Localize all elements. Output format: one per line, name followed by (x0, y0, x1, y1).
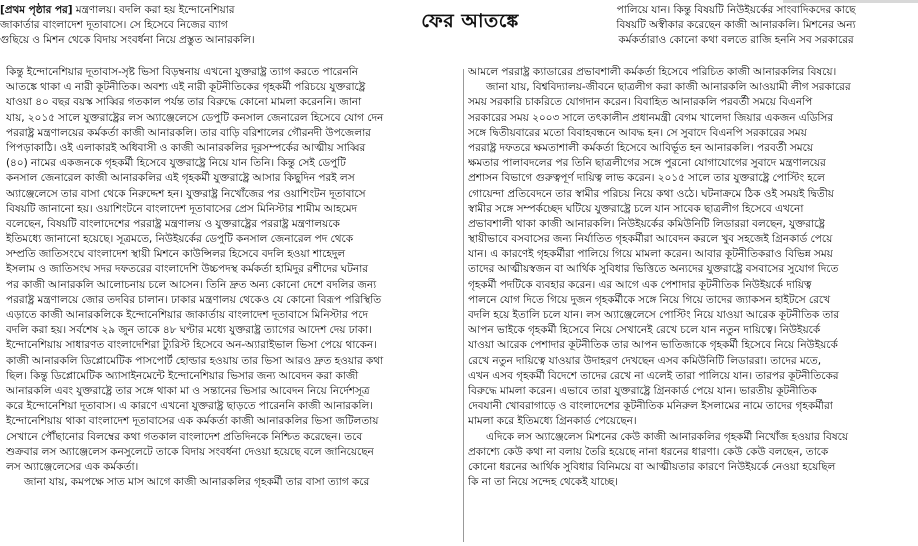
article-line: ইসলাম ও জাতিসংঘ সদর দফতরের বাংলাদেশি উচ্চপদস্থ কর্মকর্তা হামিদুর রশীদের ঘটনার (6, 263, 368, 276)
article-line: পালনে যোগ দিতে গিয়ে দুজন গৃহকর্মীকে সঙ্গে নিয়ে গিয়ে তাদের জ্যাকসন হাইটসে রেখে (468, 293, 831, 306)
article-line: যাওয়া আরেক পেশাদার কূটনীতিক তার আপন ভাতিজাকে গৃহকর্মী হিসেবে নিয়ে নিউইয়র্কে (468, 339, 838, 352)
article-line: শুক্রবার লস অ্যাঞ্জেলেস কনসুলেটে তাকে বিদায় সংবর্ধনা দেওয়া হয়েছে বলে জানিয়েছেন (6, 445, 374, 458)
article-line: বিষয়টি জানানো হয়। ওয়াশিংটনে বাংলাদেশ দূতাবাসের প্রেস মিনিস্টার শামীম আহমেদ (6, 202, 358, 215)
article-line: ছিল। কিন্তু ডিপ্লোমেটিক অ্যাসাইনমেন্টে ইন্দোনেশিয়ার ভিসার জন্য আবেদন করা কাজী (6, 369, 359, 382)
article-line: জানা যায়, বিশ্ববিদ্যালয়-জীবনে ছাত্রলীগ করা কাজী আনারকলি আওয়ামী লীগ সরকারের (486, 81, 851, 94)
headline: ফের আতঙ্কে (421, 10, 519, 32)
article-line: পর কাজী আনারকলি আলোচনায় চলে আসেন। তিনি দ্রুত অন্য কোনো দেশে বদলির জন্য (6, 278, 377, 291)
article-line: কোনো ধরনের আর্থিক সুবিধার বিনিময়ে বা আত্মীয়তার কারণে নিউইয়র্কে নেওয়া হয়েছিল (468, 460, 836, 473)
top-left-line (0, 3, 315, 18)
article-line: সঙ্গে দ্বিতীয়বারের মতো বিবাহবন্ধনে আবদ্ধ হন। সে সুবাদে বিএনপি সরকারের সময় (468, 126, 807, 139)
article-line: ইন্দোনেশিয়ায় থাকা বাংলাদেশ দূতাবাসের এক কর্মকর্তা কাজী আনারকলির ভিসা জটিলতায় (6, 415, 379, 428)
article-line: প্রশাসন বিভাগে গুরুত্বপূর্ণ দায়িত্ব লাভ করেন। ২০১৫ সালে তার যুক্তরাষ্ট্রে পোস্টিং হলে (468, 172, 825, 185)
top-left-line-text: মন্ত্রণালয়। বদলি করা হয় ইন্দোনেশিয়ার (72, 4, 235, 16)
top-right-line: কর্মকর্তারাও কোনো কথা বলতে রাজি হননি সব সরকারের (618, 34, 854, 47)
article-line: আপন ভাইকে গৃহকর্মী হিসেবে নিয়ে সেখানেই রেখে চলে যান নতুন দায়িত্বে। নিউইয়র্কে (468, 324, 821, 337)
top-left-line: গুছিয়ে ও মিশন থেকে বিদায় সংবর্ধনা নিয়ে প্রস্তুত আনারকলি। (0, 34, 255, 47)
article-line: এড়াতে কাজী আনারকলিকে ইন্দোনেশিয়ার জাকার্তায় বাংলাদেশ দূতাবাসে মিনিস্টার পদে (6, 309, 368, 321)
article-line: বদলি করা হয়। সর্বশেষ ২৯ জুন তাকে ৪৮ ঘণ্টার মধ্যে যুক্তরাষ্ট্র ত্যাগের আদেশ দেয় ঢাকা। (6, 324, 372, 337)
article-line: পররাষ্ট্র মন্ত্রণালয়ের কর্মকর্তা কাজী আনারকলি। তার বাড়ি বরিশালের গৌরনদী উপজেলার (6, 126, 371, 139)
article-line: কি না তা নিয়ে সন্দেহ থেকেই যাচ্ছে। (468, 476, 618, 489)
article-line: দেবযানী খোবরাগাড়ে ও বাংলাদেশের কূটনীতিক মনিরুল ইসলামের নামে তাদের গৃহকর্মীরা (468, 400, 833, 413)
article-line: জানা যায়, কমপক্ষে সাত মাস আগে কাজী আনারকলির গৃহকর্মী তার বাসা ত্যাগ করে (24, 476, 370, 489)
article-line: সেখানে পৌঁছানোর বিলম্বের কথা গতকাল বাংলাদেশ প্রতিদিনকে নিশ্চিত করেছেন। তবে (6, 430, 363, 443)
top-right-line: পালিয়ে যান। কিন্তু বিষয়টি নিউইয়র্কের সাংবাদিকদের কাছে (616, 4, 856, 16)
article-line: (৪০) নামের একজনকে গৃহকর্মী হিসেবে যুক্তরাষ্ট্রে নিয়ে যান তিনি। কিন্তু সেই ডেপুটি (6, 157, 346, 170)
article-line: কনসাল জেনারেল কাজী আনারকলির এই গৃহকর্মী যুক্তরাষ্ট্রে আসার কিছুদিন পরই লস (6, 172, 355, 185)
article-line: ইতিমধ্যে জানানো হয়েছে। সূত্রমতে, নিউইয়র্কের ডেপুটি কনসাল জেনারেল পদ থেকে (6, 233, 354, 246)
column-divider (463, 69, 464, 542)
newspaper-page (0, 3, 918, 546)
article-line: যাওয়া ৪০ বছর বয়স্ক সাব্বির গতকাল পর্যন্ত তার বিরুদ্ধে কোনো মামলা করেননি। জানা (6, 96, 362, 109)
article-line: তাদের আত্মীয়স্বজন বা আর্থিক সুবিধার ভিত্তিতে অন্যদের যুক্তরাষ্ট্রে বসবাসের সুযোগ দিতে (468, 263, 839, 276)
article-line: প্রভাবশালী থাকা কাজী আনারকলি। নিউইয়র্কের কমিউনিটি লিডাররা বলছেন, যুক্তরাষ্ট্রে (468, 217, 825, 230)
article-line: মামলা করে ইতিমধ্যে গ্রিনকার্ড পেয়েছেন। (468, 415, 637, 428)
article-top-area (0, 3, 918, 65)
article-line: আনারকলি এবং যুক্তরাষ্ট্রে তার সঙ্গে থাকা মা ও সন্তানের ভিসার আবেদন নিয়ে নির্দেশসূত্র (6, 384, 370, 397)
article-line: সম্প্রতি জাতিসংঘে বাংলাদেশ স্থায়ী মিশনে কাউন্সিলর হিসেবে বদলি হওয়া শাহেদুল (6, 248, 346, 261)
article-line: প্রকাশ্যে কেউ কথা না বলায় তৈরি হয়েছে নানা ধরনের ধারণা। কেউ কেউ বলছেন, তাকে (468, 445, 829, 458)
article-line: গৃহকর্মী পদটিকে ব্যবহার করেন। এর আগে এক পেশাদার কূটনীতিক নিউইয়র্কে দায়িত্ব (468, 278, 812, 291)
article-line: এদিকে লস অ্যাঞ্জেলেস মিশনের কেউ কাজী আনারকলির গৃহকর্মী নিখোঁজ হওয়ার বিষয়ে (486, 430, 848, 443)
article-line: সময় সরকারি চাকরিতে যোগদান করেন। বিবাহিত আনারকলি পরবর্তী সময়ে বিএনপি (468, 96, 813, 109)
article-line: পররাষ্ট্র মন্ত্রণালয়ে জোর তদবির চালান। ঢাকার মন্ত্রণালয় থেকেও যে কোনো বিরূপ পরিস্থিতি (6, 293, 382, 306)
left-column (6, 65, 461, 546)
article-line: আমলে পররাষ্ট্র ক্যাডারের প্রভাবশালী কর্মকর্তা হিসেবে পরিচিত কাজী আনারকলির বিষয়ে। (468, 66, 837, 78)
article-line: ইন্দোনেশিয়ায় সাধারণত বাংলাদেশিরা ট্যুরিস্ট হিসেবে অন-অ্যারাইভাল ভিসা পেয়ে থাকেন। (6, 339, 377, 352)
article-line: এখন এসব গৃহকর্মী বিদেশে তাদের রেখে না এলেই তারা পালিয়ে যান। তারপর কূটনীতিকের (468, 369, 839, 382)
article-line: যান। এ কারণেই গৃহকর্মীরা পালিয়ে গিয়ে মামলা করেন। আবার কূটনীতিকরাও বিভিন্ন সময় (468, 248, 833, 261)
article-line: পিপড়াকাঠি। ওই এলাকারই অধিবাসী ও কাজী আনারকলির দূরসম্পর্কের আত্মীয় সাব্বির (6, 141, 366, 154)
article-line: করে ইন্দোনেশিয়া দূতাবাস। এ কারণে এখনো যুক্তরাষ্ট্র ছাড়তে পারেননি কাজী আনারকলি। (6, 400, 373, 413)
top-left-block (0, 3, 315, 49)
article-line: রেখে নতুন দায়িত্বে যাওয়ার উদাহরণ দেখছেন এসব কমিউনিটি লিডাররা। তাদের মতে, (468, 354, 822, 367)
article-line: আতঙ্কে থাকা এ নারী কূটনীতিক। অবশ্য এই নারী কূটনীতিকের গৃহকর্মী পরিচয়ে যুক্তরাষ্ট্রে (6, 81, 366, 94)
article-line: কিন্তু ইন্দোনেশিয়ার দূতাবাস-সৃষ্ট ভিসা বিড়ম্বনায় এখনো যুক্তরাষ্ট্র ত্যাগ করতে পারেননি (6, 66, 359, 78)
article-line: বলেছেন, বিষয়টি বাংলাদেশের পররাষ্ট্র মন্ত্রণালয় ও যুক্তরাষ্ট্রের পররাষ্ট্র মন্ত্রণালয়কে (6, 217, 340, 230)
article-line: পররাষ্ট্র দফতরে ক্ষমতাশালী কর্মকর্তা হিসেবে আবির্ভূত হন আনারকলি। পরবর্তী সময়ে (468, 141, 813, 154)
article-line: কাজী আনারকলি ডিপ্লোমেটিক পাসপোর্ট হোল্ডার হওয়ায় তার ভিসা আরও দ্রুত হওয়ার কথা (6, 354, 384, 367)
article-body (0, 65, 918, 546)
continuation-label: [প্রথম পৃষ্ঠার পর] (0, 4, 73, 16)
article-line: স্বামীর সঙ্গে সম্পর্কচ্ছেদ ঘটিয়ে যুক্তরাষ্ট্রে চলে যান সাবেক ছাত্রলীগ হিসেবে এখনো (468, 202, 804, 215)
top-right-line: বিষয়টি অস্বীকার করেছেন কাজী আনারকলি। মিশনের অন্য (616, 19, 856, 32)
article-line: বদলি হয়ে ইতালি চলে যান। লস অ্যাঞ্জেলেসে পোস্টিং নিয়ে যাওয়া আরেক কূটনীতিক তার (468, 309, 840, 321)
article-line: অ্যাঞ্জেলেসে তার বাসা থেকে নিরুদ্দেশ হন। যুক্তরাষ্ট্র নিখোঁজের পর ওয়াশিংটন দূতাবাসে (6, 187, 366, 200)
article-line: সরকারের সময় ২০০৩ সালে তৎকালীন প্রধানমন্ত্রী বেগম খালেদা জিয়ার একজন এডিসির (468, 111, 834, 124)
article-line: গোয়েন্দা প্রতিবেদনে তার স্বামীর পরিচয় নিয়ে কথা ওঠে। ঘটনাক্রমে ঠিক ওই সময়ই দ্বিতীয় (468, 187, 834, 200)
article-line: স্থায়ীভাবে বসবাসের জন্য নির্যাতিত গৃহকর্মীরা আবেদন করলে খুব সহজেই গ্রিনকার্ড পেয়ে (468, 233, 833, 246)
article-line: ক্ষমতার পালাবদলের পর তিনি ছাত্রলীগের সঙ্গে পুরনো যোগাযোগের সুবাদে মন্ত্রণালয়ের (468, 157, 826, 170)
right-column (468, 65, 912, 546)
article-line: লস অ্যাঞ্জেলেসের এক কর্মকর্তা। (6, 460, 139, 473)
article-line: বিরুদ্ধে মামলা করেন। এভাবে তারা যুক্তরাষ্ট্রে গ্রিনকার্ড পেয়ে যান। ভারতীয় কূটনীতিক (468, 384, 817, 397)
article-line: যায়, ২০১৫ সালে যুক্তরাষ্ট্রের লস অ্যাঞ্জেলেসে ডেপুটি কনসাল জেনারেল হিসেবে যোগ দেন (6, 111, 384, 124)
top-left-line: জাকার্তার বাংলাদেশ দূতাবাসে। সে হিসেবে নিজের ব্যাগ (0, 19, 228, 32)
top-right-block (560, 3, 912, 49)
